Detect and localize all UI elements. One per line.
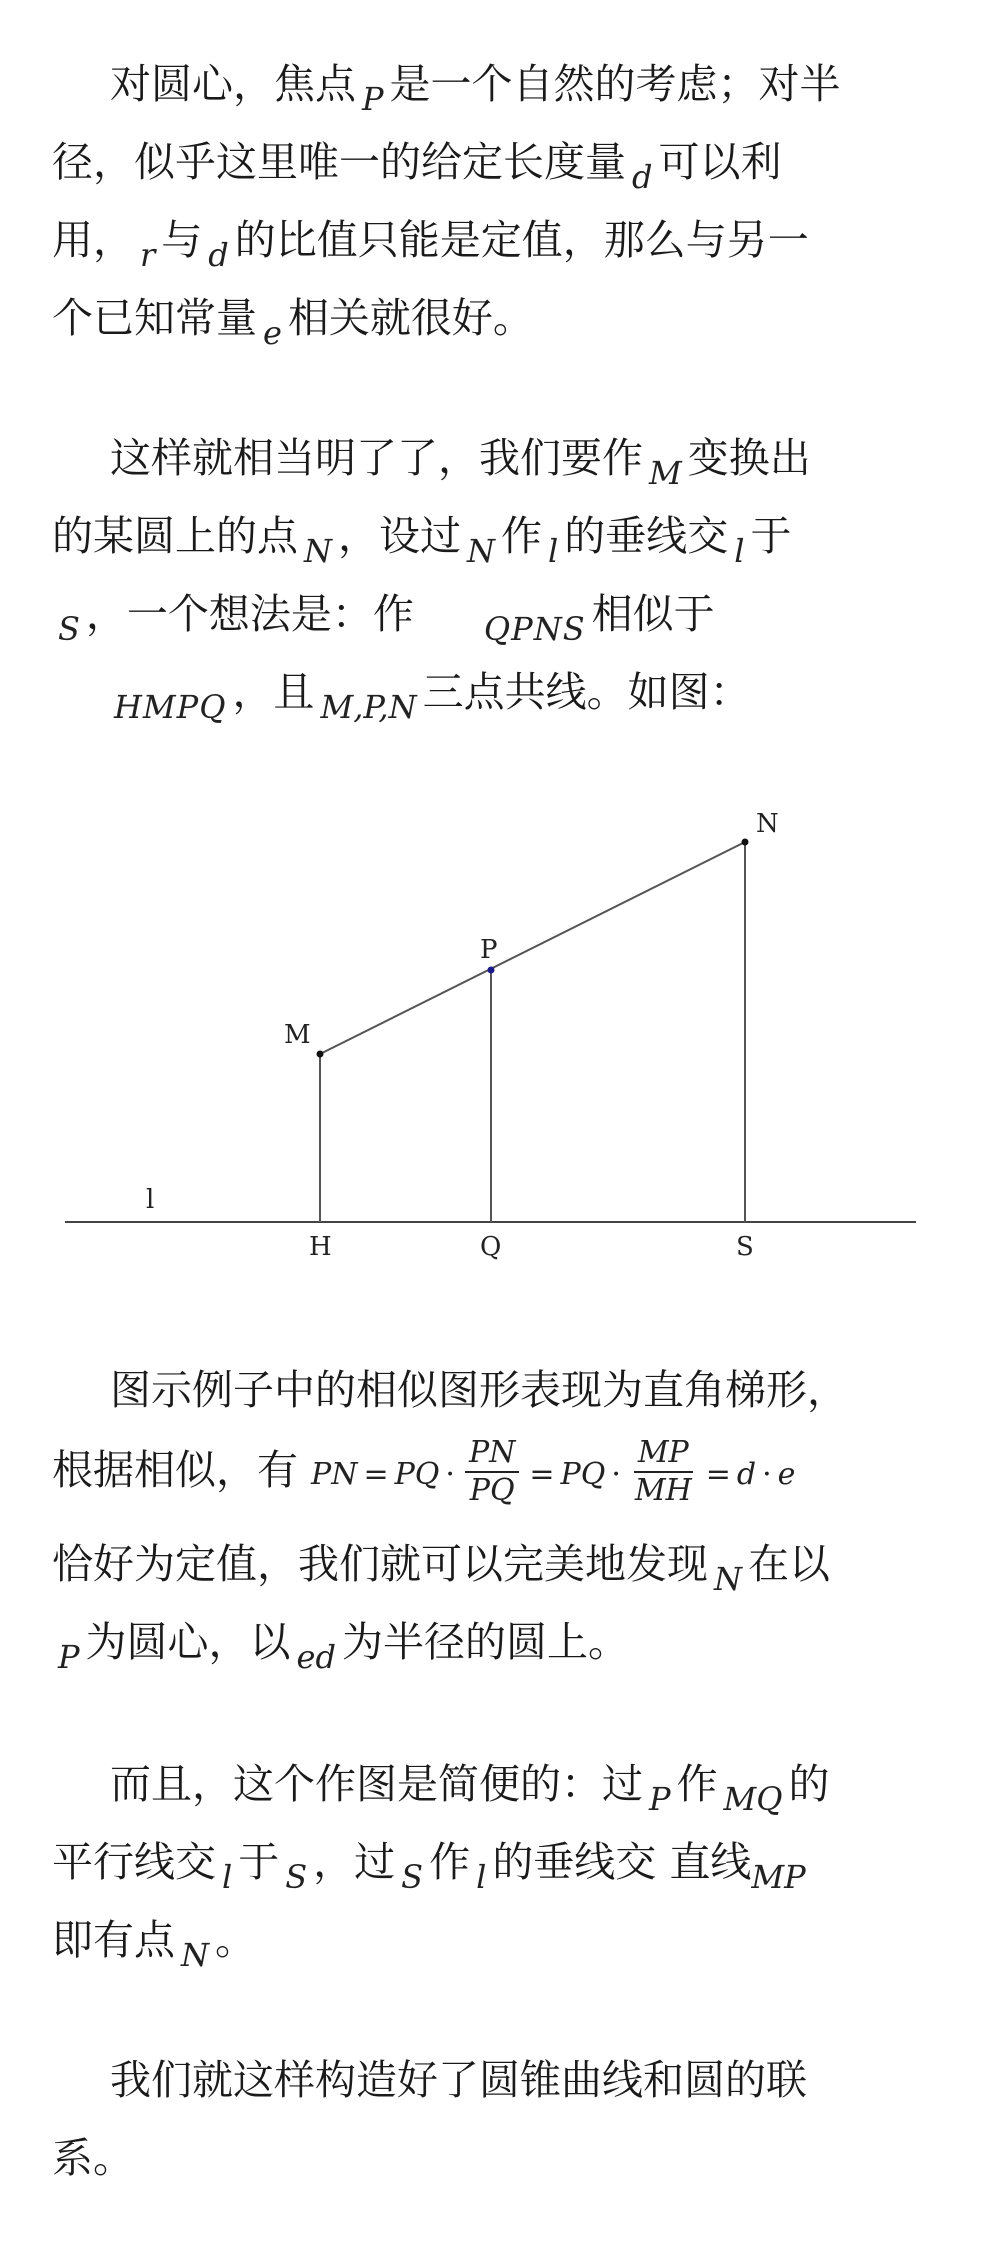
fraction-PN-PQ [465, 1435, 519, 1509]
math-r: r [140, 236, 156, 274]
math-M: M [649, 454, 682, 492]
p1-line-3 [52, 200, 952, 280]
p1-line-2 [52, 122, 952, 202]
math-d: d [632, 158, 653, 196]
p4-text: 于 [238, 1838, 280, 1886]
p5-line-1 [110, 2040, 952, 2120]
p4-line-2 [52, 1822, 952, 1902]
p4-line-1 [110, 1744, 952, 1824]
p2-text: 三点共线。如图： [422, 668, 751, 716]
math-S: S [58, 610, 80, 648]
math-l: l [548, 532, 559, 570]
math-MPN: M,P,N [320, 688, 417, 726]
p2-line-2 [52, 496, 952, 576]
p2-line-3 [52, 574, 952, 654]
p4-text: 。 [215, 1916, 256, 1964]
p2-text: 这样就相当明了了，我们要作 [110, 434, 643, 482]
math-d: d [208, 236, 229, 274]
p1-text: 相关就很好。 [287, 294, 534, 342]
p1-text: 可以利 [658, 138, 782, 186]
p3-text: 在以 [748, 1540, 830, 1588]
point-N [742, 839, 749, 846]
label-M: M [284, 1020, 311, 1050]
p3-line-4 [52, 1602, 952, 1682]
p4-text: ，过 [313, 1838, 396, 1886]
math-equals: = [363, 1457, 389, 1492]
p1-line-1 [110, 44, 952, 124]
p1-text: 的比值只能是定值，那么与另一 [234, 216, 809, 264]
math-P: P [362, 80, 384, 118]
fraction-numerator: MP [634, 1435, 693, 1473]
p4-text: 的 [788, 1760, 830, 1808]
p4-text: 即有点 [52, 1916, 175, 1964]
p2-text: ，一个想法是：作 [85, 590, 414, 638]
point-M [317, 1051, 324, 1058]
math-P: P [649, 1780, 671, 1818]
p4-text: 而且，这个作图是简便的：过 [110, 1760, 643, 1808]
math-PQ: PQ [560, 1457, 606, 1492]
math-S: S [285, 1858, 308, 1896]
line-MN [320, 842, 745, 1054]
label-S: S [736, 1232, 754, 1262]
p2-text: 于 [750, 512, 792, 560]
math-cdot: · [611, 1457, 621, 1492]
math-N: N [181, 1936, 209, 1974]
p5-text: 我们就这样构造好了圆锥曲线和圆的联 [110, 2056, 807, 2104]
p2-text: 相似于 [591, 590, 715, 638]
math-PQ: PQ [394, 1457, 440, 1492]
p1-text: 与 [161, 216, 203, 264]
p2-line-1 [110, 418, 952, 498]
math-ed: ed [296, 1638, 336, 1676]
math-e: e [777, 1457, 796, 1492]
p1-text: 个已知常量 [52, 294, 257, 342]
p1-line-4 [52, 278, 952, 358]
math-S: S [401, 1858, 424, 1896]
p1-text: 用， [52, 216, 134, 264]
math-N: N [714, 1560, 742, 1598]
p5-text: 系。 [52, 2134, 134, 2182]
p1-text: 径，似乎这里唯一的给定长度量 [52, 138, 626, 186]
geometry-figure [0, 760, 982, 1280]
label-Q: Q [480, 1232, 502, 1262]
math-N: N [467, 532, 495, 570]
math-HMPQ: HMPQ [114, 688, 227, 726]
math-MP: MP [751, 1858, 806, 1896]
point-P [488, 967, 495, 974]
math-MQ: MQ [723, 1780, 783, 1818]
p4-text: 的垂线交 直线 [492, 1838, 752, 1886]
p2-text: ，设过 [338, 512, 461, 560]
equation [311, 1435, 796, 1508]
p2-line-4 [110, 652, 952, 732]
label-l: l [146, 1185, 155, 1215]
label-N: N [756, 809, 779, 839]
p2-text: 的垂线交 [564, 512, 729, 560]
math-l: l [476, 1858, 487, 1896]
fraction-numerator: PN [465, 1435, 519, 1473]
math-equals: = [705, 1457, 731, 1492]
p1-text: 对圆心，焦点 [110, 60, 356, 108]
p4-line-3 [52, 1900, 952, 1980]
p3-text: 图示例子中的相似图形表现为直角梯形， [110, 1366, 848, 1414]
p2-text: 作 [501, 512, 542, 560]
math-N: N [304, 532, 332, 570]
p4-text: 作 [429, 1838, 471, 1886]
p2-text: 变换出 [687, 434, 811, 482]
p3-line-3 [52, 1524, 952, 1604]
p3-text: 根据相似，有 [52, 1446, 298, 1494]
math-equals: = [529, 1457, 555, 1492]
fraction-denominator: MH [634, 1473, 692, 1508]
p3-line-1 [110, 1350, 952, 1430]
p3-line-2 [52, 1420, 952, 1520]
math-P: P [58, 1638, 80, 1676]
p2-text: 的某圆上的点 [52, 512, 298, 560]
math-cdot: · [445, 1457, 455, 1492]
p3-text: 为半径的圆上。 [341, 1618, 629, 1666]
p3-text: 为圆心，以 [85, 1618, 291, 1666]
fraction-denominator: PQ [469, 1473, 515, 1508]
p1-text: 是一个自然的考虑；对半 [389, 60, 841, 108]
p2-text: ，且 [232, 668, 315, 716]
p4-text: 平行线交 [52, 1838, 216, 1886]
math-PN: PN [311, 1457, 358, 1492]
fraction-MP-MH [631, 1435, 696, 1509]
p5-line-2 [52, 2118, 952, 2198]
math-d: d [736, 1457, 757, 1492]
math-cdot: · [762, 1457, 772, 1492]
label-H: H [309, 1232, 332, 1262]
p4-text: 作 [676, 1760, 718, 1808]
math-QPNS: QPNS [483, 610, 586, 648]
math-l: l [222, 1858, 233, 1896]
label-P: P [480, 935, 498, 965]
math-e: e [263, 314, 282, 352]
math-l: l [734, 532, 745, 570]
p3-text: 恰好为定值，我们就可以完美地发现 [52, 1540, 708, 1588]
